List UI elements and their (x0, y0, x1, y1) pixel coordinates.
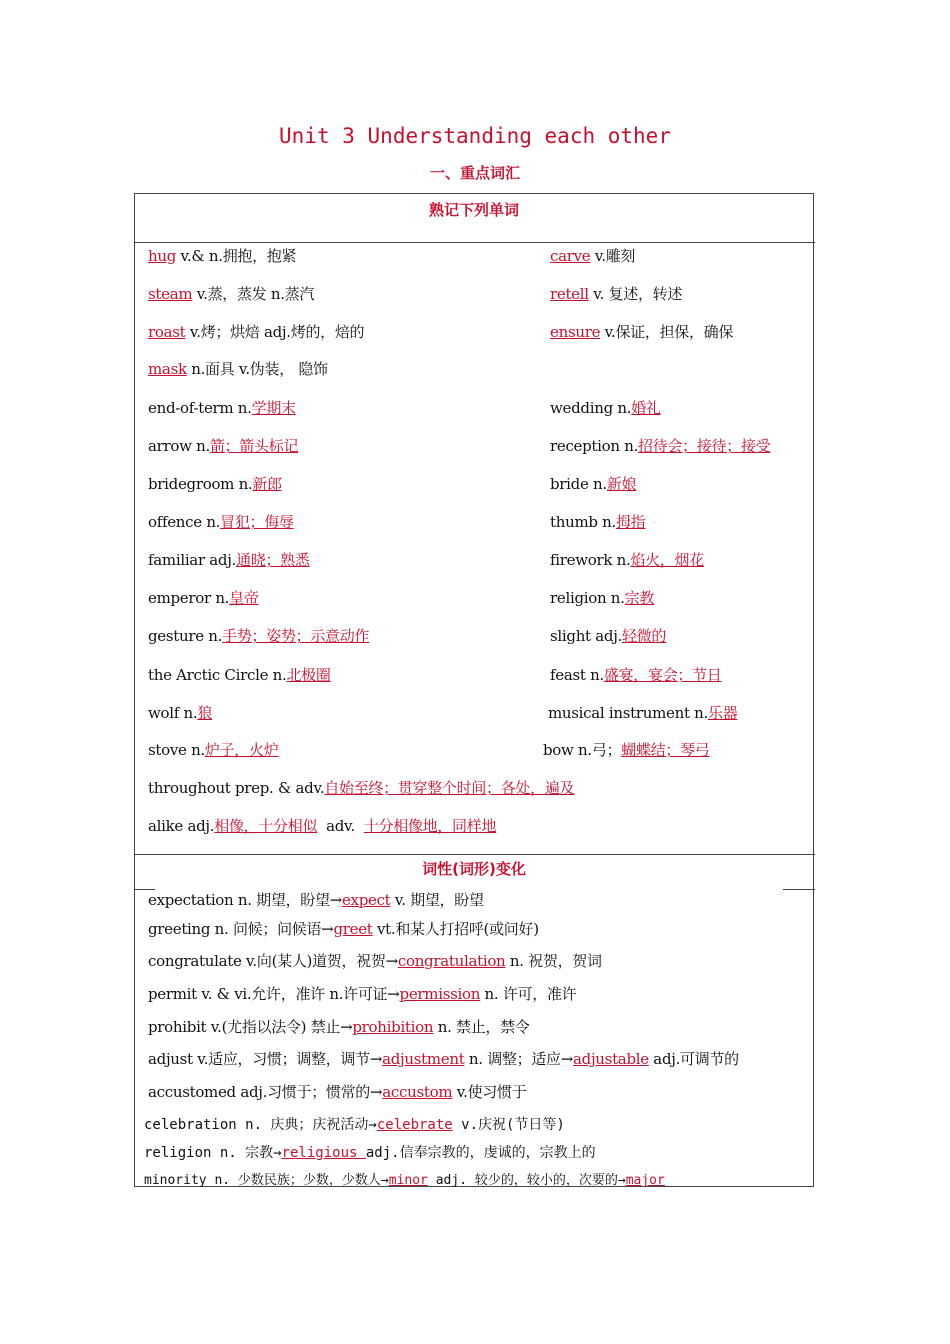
vocab-word: bow n.弓； (543, 741, 622, 759)
vocab-word: retell (550, 285, 589, 303)
vocab-answer: 招待会；接待；接受 (638, 437, 771, 455)
page-title: Unit 3 Understanding each other (279, 124, 671, 148)
wordform-answer: greet (333, 920, 373, 938)
vocab-item (148, 474, 282, 494)
vocab-item (550, 246, 635, 266)
wordform-def: v.庆祝(节日等) (452, 1117, 565, 1133)
vocab-answer: 箭；箭头标记 (209, 437, 299, 455)
wordform-def: n. 许可，准许 (480, 985, 577, 1003)
wordform-answer: accustom (382, 1083, 453, 1101)
vocab-word: emperor n. (148, 589, 230, 607)
vocab-word: feast n. (550, 666, 604, 684)
vocab-item (148, 665, 331, 685)
vocab-word: gesture n. (148, 627, 223, 645)
wordform-source: minority n. 少数民族；少数，少数人→ (144, 1173, 389, 1188)
vocab-item (550, 284, 682, 304)
vocab-item (148, 359, 328, 379)
vocab-answer: 乐器 (708, 704, 738, 722)
vocab-answer: 十分相像地，同样地 (363, 817, 497, 835)
wordform-answer: prohibition (352, 1018, 434, 1036)
wordform-def: n. 禁止，禁令 (433, 1018, 530, 1036)
vocab-def: v.保证，担保，确保 (600, 323, 734, 341)
section-header-words: 熟记下列单词 (428, 201, 519, 219)
wordform-row (144, 1171, 665, 1191)
vocab-answer: 北极圈 (286, 666, 331, 684)
vocab-item (148, 512, 294, 532)
wordform-def: vt.和某人打招呼(或问好) (372, 920, 539, 938)
vocab-word: thumb n. (550, 513, 616, 531)
vocab-def: v.雕刻 (590, 247, 636, 265)
wordform-source: permit v. & vi.允许，准许 n.许可证→ (148, 985, 400, 1003)
wordform-answer: adjustment (382, 1050, 465, 1068)
vocab-item (550, 550, 704, 570)
vocab-def: adv. (317, 817, 364, 835)
vocab-answer: 炉子，火炉 (204, 741, 279, 759)
vocab-word: slight adj. (550, 627, 623, 645)
wordform-def: adj.可调节的 (648, 1050, 739, 1068)
wordform-answer: adjustable (573, 1050, 649, 1068)
section-heading: 一、重点词汇 (429, 164, 520, 182)
vocab-word: religion n. (550, 589, 625, 607)
vocab-item (148, 322, 364, 342)
vocab-word: ensure (550, 323, 601, 341)
wordform-answer: minor (388, 1173, 428, 1188)
vocab-item (148, 626, 369, 646)
vocab-word: carve (550, 247, 591, 265)
vocab-def: v.蒸，蒸发 n.蒸汽 (192, 285, 315, 303)
vocab-item (550, 626, 666, 646)
divider (135, 854, 815, 855)
vocab-def: n.面具 v.伪装， 隐饰 (186, 360, 328, 378)
wordform-row (148, 1017, 530, 1037)
wordform-row (144, 1115, 565, 1135)
wordform-answer: major (625, 1173, 665, 1188)
vocab-answer: 相像，十分相似 (214, 817, 318, 835)
vocab-answer: 皇帝 (229, 589, 259, 607)
vocab-item (148, 284, 314, 304)
vocab-def: v.烤；烘焙 adj.烤的，焙的 (185, 323, 365, 341)
vocab-item (148, 740, 278, 760)
wordform-source: expectation n. 期望，盼望→ (148, 891, 342, 909)
wordform-source: congratulate v.向(某人)道贺，祝贺→ (148, 952, 398, 970)
vocab-def: v. 复述，转述 (588, 285, 683, 303)
wordform-answer: congratulation (397, 952, 506, 970)
vocab-answer: 自始至终；贯穿整个时间；各处，遍及 (324, 779, 575, 797)
vocab-item (550, 436, 770, 456)
wordform-answer: celebrate (376, 1117, 453, 1133)
wordform-answer: permission (399, 985, 481, 1003)
wordform-row (148, 1082, 526, 1102)
wordform-def: v. 期望，盼望 (390, 891, 484, 909)
vocab-item (148, 778, 574, 798)
wordform-def: n. 祝贺，贺词 (505, 952, 602, 970)
wordform-row (148, 951, 602, 971)
wordform-source: celebration n. 庆典；庆祝活动→ (144, 1117, 377, 1133)
vocab-answer: 轻微的 (622, 627, 667, 645)
vocab-item (148, 550, 310, 570)
vocab-answer: 学期末 (251, 399, 296, 417)
vocab-word: firework n. (550, 551, 631, 569)
vocab-answer: 冒犯；侮辱 (220, 513, 294, 531)
wordform-def: adj.信奉宗教的，虔诚的，宗教上的 (365, 1145, 596, 1161)
vocab-answer: 狼 (197, 704, 213, 722)
vocab-item (550, 512, 645, 532)
wordform-row (144, 1143, 596, 1163)
wordform-answer: religious (281, 1145, 366, 1161)
vocab-word: throughout prep. & adv. (148, 779, 325, 797)
vocab-word: offence n. (148, 513, 221, 531)
wordform-row (148, 1049, 739, 1069)
wordform-source: religion n. 宗教→ (144, 1145, 282, 1161)
vocab-word: mask (148, 360, 187, 378)
vocab-item (148, 398, 296, 418)
vocab-answer: 宗教 (624, 589, 655, 607)
vocab-item (148, 703, 212, 723)
vocab-word: hug (148, 247, 177, 265)
vocab-word: steam (148, 285, 193, 303)
vocab-word: end-of-term n. (148, 399, 252, 417)
vocab-answer: 新娘 (606, 475, 637, 493)
vocab-word: familiar adj. (148, 551, 237, 569)
wordform-answer: expect (341, 891, 391, 909)
vocab-answer: 焰火，烟花 (630, 551, 704, 569)
wordform-source: accustomed adj.习惯于；惯常的→ (148, 1083, 383, 1101)
wordform-source: prohibit v.(尤指以法令) 禁止→ (148, 1018, 353, 1036)
wordform-row (148, 890, 484, 910)
vocab-answer: 蝴蝶结；琴弓 (621, 741, 710, 759)
vocab-item (148, 246, 296, 266)
vocab-item (543, 740, 709, 760)
vocab-item (550, 474, 636, 494)
wordform-row (148, 919, 539, 939)
vocab-answer: 婚礼 (631, 399, 661, 417)
vocab-word: stove n. (148, 741, 205, 759)
vocab-item (550, 588, 654, 608)
vocab-item (550, 665, 722, 685)
vocab-item (148, 588, 259, 608)
vocab-word: arrow n. (148, 437, 210, 455)
vocab-answer: 新郎 (252, 475, 282, 493)
vocab-word: bridegroom n. (148, 475, 253, 493)
wordform-def: v.使习惯于 (452, 1083, 527, 1101)
vocab-answer: 盛宴，宴会；节日 (603, 666, 722, 684)
vocab-item (548, 703, 737, 723)
vocab-word: alike adj. (148, 817, 215, 835)
wordform-source: greeting n. 问候；问候语→ (148, 920, 334, 938)
divider (135, 242, 815, 243)
wordform-row (148, 984, 576, 1004)
vocab-item (550, 398, 661, 418)
vocab-item (148, 816, 496, 836)
vocab-word: reception n. (550, 437, 639, 455)
vocab-word: wolf n. (148, 704, 198, 722)
vocab-word: musical instrument n. (548, 704, 708, 722)
vocab-answer: 手势；姿势；示意动作 (222, 627, 370, 645)
vocab-item (550, 322, 733, 342)
vocab-word: wedding n. (550, 399, 632, 417)
vocab-word: the Arctic Circle n. (148, 666, 287, 684)
section-header-forms: 词性(词形)变化 (422, 860, 526, 878)
vocab-def: v.& n.拥抱，抱紧 (176, 247, 297, 265)
vocab-answer: 拇指 (615, 513, 646, 531)
wordform-def: adj. 较少的，较小的，次要的→ (427, 1173, 626, 1188)
vocab-item (148, 436, 298, 456)
vocab-word: bride n. (550, 475, 607, 493)
vocab-answer: 通晓；熟悉 (236, 551, 310, 569)
divider (783, 889, 815, 890)
vocabulary-table (134, 193, 814, 1187)
wordform-source: adjust v.适应，习惯；调整，调节→ (148, 1050, 383, 1068)
wordform-def: n. 调整；适应→ (464, 1050, 574, 1068)
vocab-word: roast (148, 323, 186, 341)
